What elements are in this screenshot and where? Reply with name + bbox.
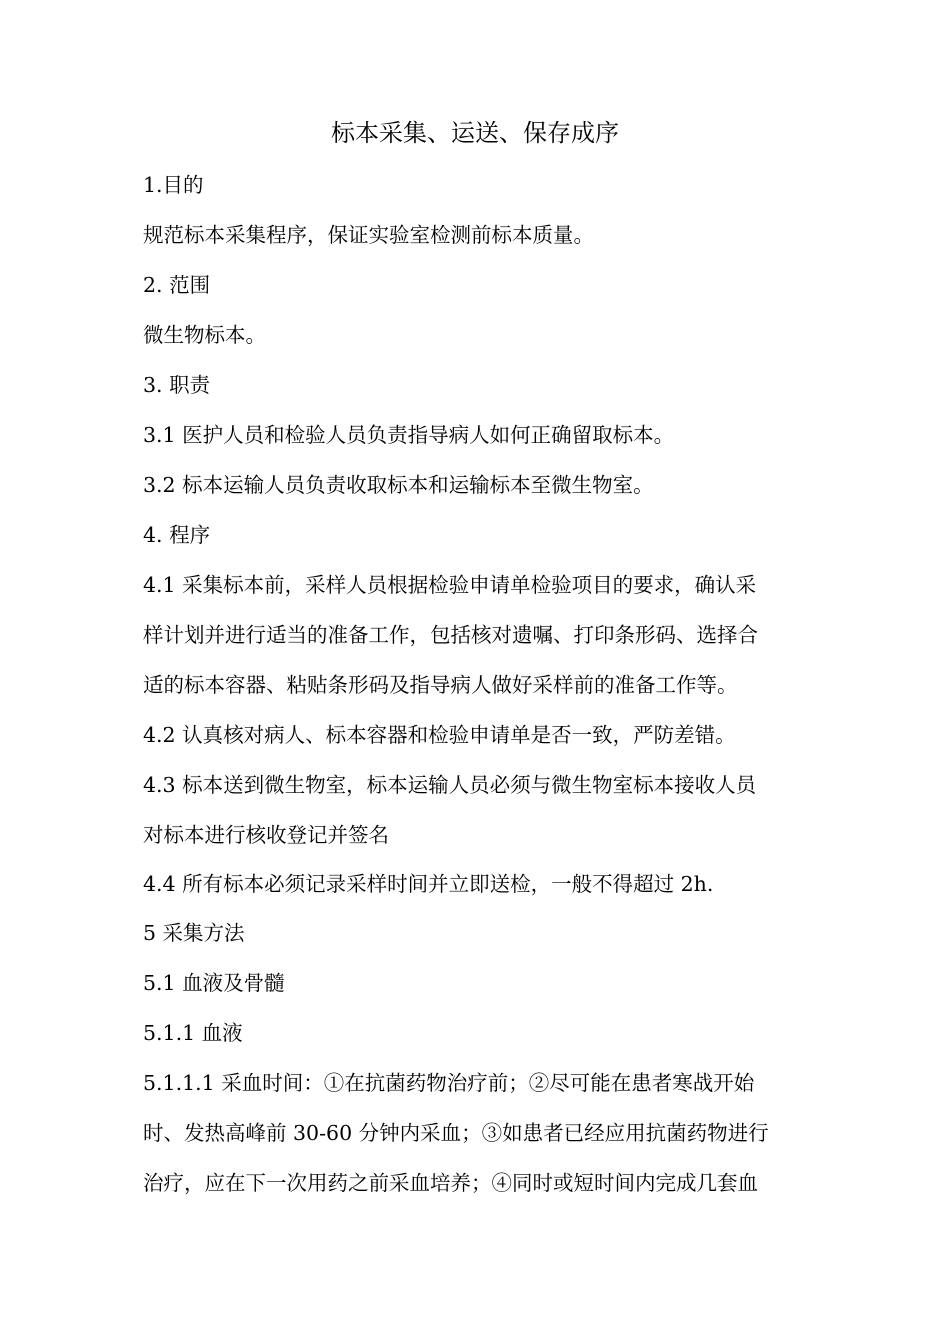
paragraph-4-2: 4.2 认真核对病人、标本容器和检验申请单是否一致，严防差错。 xyxy=(143,723,736,747)
paragraph-5-1-1-1-line-1: 5.1.1.1 采血时间：①在抗菌药物治疗前；②尽可能在患者寒战开始 xyxy=(143,1071,755,1095)
section-heading-responsibilities: 3. 职责 xyxy=(143,373,211,397)
paragraph-5-1-1-1-line-2: 时、发热高峰前 30-60 分钟内采血；③如患者已经应用抗菌药物进行 xyxy=(143,1121,769,1145)
paragraph-4-1-line-3: 适的标本容器、粘贴条形码及指导病人做好采样前的准备工作等。 xyxy=(143,673,738,697)
paragraph-3-1: 3.1 医护人员和检验人员负责指导病人如何正确留取标本。 xyxy=(143,423,675,447)
section-heading-purpose: 1.目的 xyxy=(143,173,204,197)
paragraph-5-1-1-1-line-3: 治疗，应在下一次用药之前采血培养；④同时或短时间内完成几套血 xyxy=(143,1171,758,1195)
paragraph-4-4: 4.4 所有标本必须记录采样时间并立即送检，一般不得超过 2h. xyxy=(143,872,714,896)
paragraph-4-1-line-1: 4.1 采集标本前，采样人员根据检验申请单检验项目的要求，确认采 xyxy=(143,573,757,597)
document-title: 标本采集、运送、保存成序 xyxy=(331,119,619,147)
paragraph-4-3-line-1: 4.3 标本送到微生物室，标本运输人员必须与微生物室标本接收人员 xyxy=(143,773,757,797)
paragraph-scope: 微生物标本。 xyxy=(143,323,266,347)
section-heading-collection-methods: 5 采集方法 xyxy=(143,921,245,945)
subsection-heading-5-1-1: 5.1.1 血液 xyxy=(143,1021,243,1045)
section-heading-procedure: 4. 程序 xyxy=(143,523,211,547)
paragraph-4-1-line-2: 样计划并进行适当的准备工作，包括核对遗嘱、打印条形码、选择合 xyxy=(143,623,758,647)
paragraph-purpose: 规范标本采集程序，保证实验室检测前标本质量。 xyxy=(143,223,594,247)
subsection-heading-5-1: 5.1 血液及骨髓 xyxy=(143,971,285,995)
paragraph-3-2: 3.2 标本运输人员负责收取标本和运输标本至微生物室。 xyxy=(143,473,654,497)
paragraph-4-3-line-2: 对标本进行核收登记并签名 xyxy=(143,823,389,847)
section-heading-scope: 2. 范围 xyxy=(143,273,211,297)
